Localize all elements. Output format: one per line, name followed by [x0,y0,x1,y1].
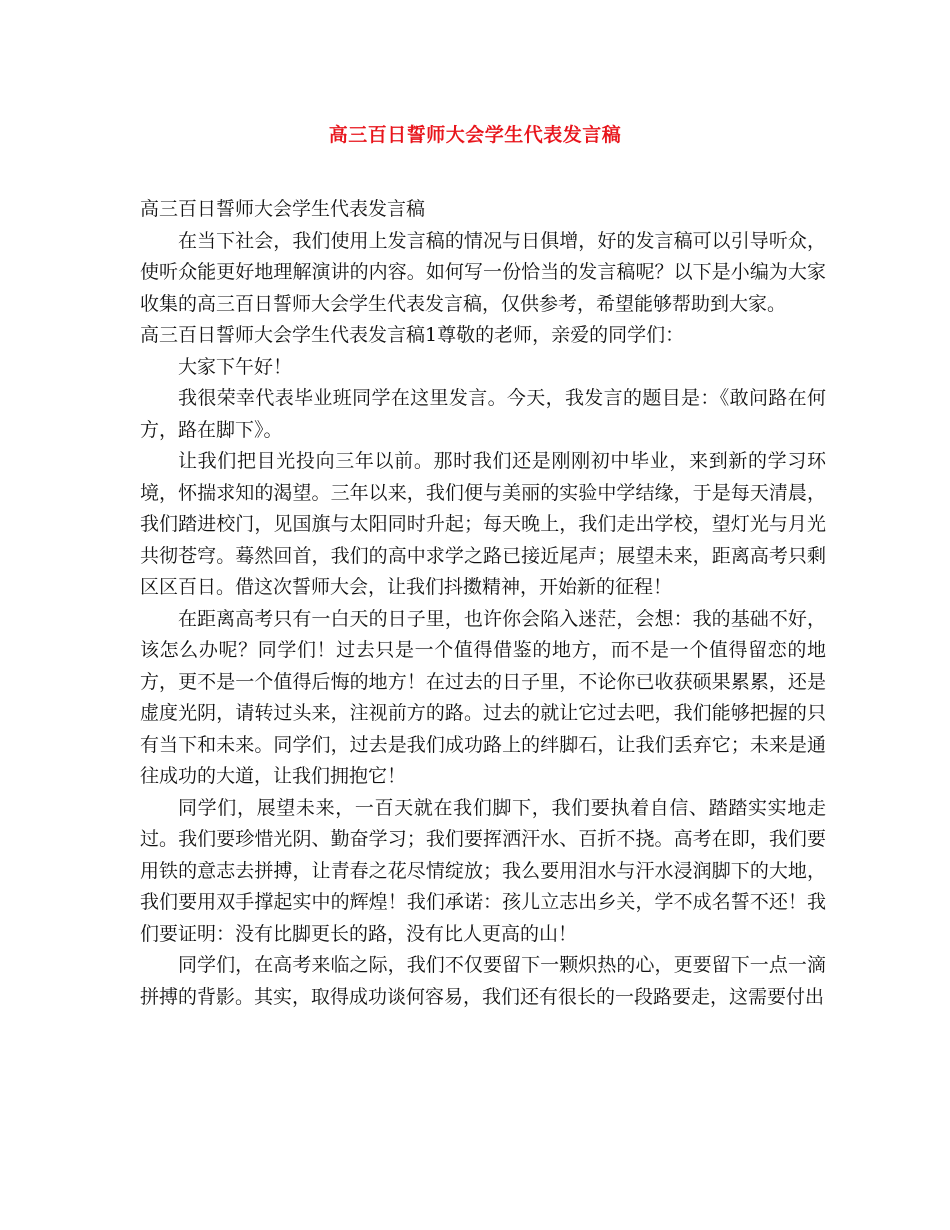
paragraph: 同学们，在高考来临之际，我们不仅要留下一颗炽热的心，更要留下一点一滴拼搏的背影。其实，取得成功谈何容易，我们还有很长的一段路要走，这需要付出 [140,954,826,1008]
paragraph: 在距离高考只有一白天的日子里，也许你会陷入迷茫，会想：我的基础不好，该怎么办呢？同学们！过去只是一个值得借鉴的地方，而不是一个值得留恋的地方，更不是一个值得后悔的地方！在过去的日子里，不论你已收获硕果累累，还是虚度光阴，请转过头来，注视前方的路。过去的就让它过去吧，我们能够把握的只有当下和未来。同学们，过去是我们成功路上的绊脚石，让我们丢弃它；未来是通往成功的大道，让我们拥抱它！ [140,607,826,787]
speech-heading-line: 高三百日誓师大会学生代表发言稿1尊敬的老师，亲爱的同学们： [140,324,685,346]
document-title: 高三百日誓师大会学生代表发言稿 [328,124,622,146]
paragraph: 在当下社会，我们使用上发言稿的情况与日俱增，好的发言稿可以引导听众，使听众能更好地理解演讲的内容。如何写一份恰当的发言稿呢？以下是小编为大家收集的高三百日誓师大会学生代表发言稿，仅供参考，希望能够帮助到大家。 [140,229,826,315]
document-body [140,194,826,1013]
paragraph: 让我们把目光投向三年以前。那时我们还是刚刚初中毕业，来到新的学习环境，怀揣求知的渴望。三年以来，我们便与美丽的实验中学结缘，于是每天清晨，我们踏进校门，见国旗与太阳同时升起；每天晚上，我们走出学校，望灯光与月光共彻苍穹。蓦然回首，我们的高中求学之路已接近尾声；展望未来，距离高考只剩区区百日。借这次誓师大会，让我们抖擞精神，开始新的征程！ [140,450,826,598]
paragraph: 大家下午好！ [178,355,293,378]
paragraph: 我很荣幸代表毕业班同学在这里发言。今天，我发言的题目是：《敢问路在何方，路在脚下》。 [140,387,826,441]
subtitle-line: 高三百日誓师大会学生代表发言稿 [140,198,426,220]
paragraph: 同学们，展望未来，一百天就在我们脚下，我们要执着自信、踏踏实实地走过。我们要珍惜光阴、勤奋学习；我们要挥洒汗水、百折不挠。高考在即，我们要用铁的意志去拼搏，让青春之花尽情绽放；我么要用泪水与汗水浸润脚下的大地，我们要用双手撑起实中的辉煌！我们承诺：孩儿立志出乡关，学不成名誓不还！我们要证明：没有比脚更长的路，没有比人更高的山！ [140,796,826,945]
